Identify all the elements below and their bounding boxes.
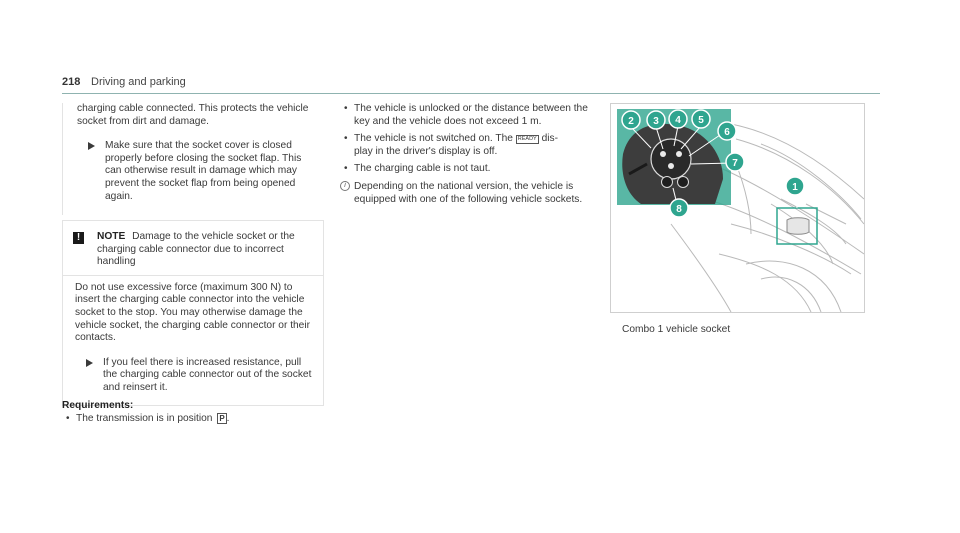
instruction-step [77,140,320,203]
instruction-block [62,103,320,215]
list-item [340,163,598,176]
info-note [340,181,598,206]
bullet-icon: • [344,103,348,114]
bullet-text-end-b: play in the driver's display is off. [354,145,498,157]
requirement-item [62,413,322,426]
bullet-icon: • [344,163,348,175]
callout-6: 6 [724,127,730,138]
requirements [62,400,322,425]
note-label: NOTE [97,231,126,242]
step-text: Make sure that the socket cover is closed properly before closing the socket flap. This can otherwise result in damage which may prevent the socket flap from being opened again. [105,140,302,202]
page-number: 218 [62,76,81,88]
warning-icon: ! [73,232,84,244]
bullet-text: The vehicle is unlocked or the distance between the key and the vehicle does not exceed 1 m. [354,103,588,127]
socket-illustration [610,103,865,313]
list-item [340,133,598,158]
intro-text: charging cable connected. This protects the vehicle socket from dirt and damage. [77,103,309,127]
bullet-icon: • [66,412,70,424]
note-step [75,357,315,395]
note-title: Damage to the vehicle socket or the charging cable connector due to incorrect handling [97,231,295,268]
bullet-text: The charging cable is not taut. [354,163,491,175]
requirement-text: The transmission is in position [76,412,213,424]
bullet-icon: • [344,133,348,145]
callout-4: 4 [675,115,681,126]
callout-2: 2 [628,116,634,127]
middle-column [340,103,598,206]
car-socket-drawing [611,104,864,312]
left-column [62,103,320,215]
callout-5: 5 [698,115,704,126]
requirements-title: Requirements: [62,400,134,411]
section-title: Driving and parking [91,76,186,88]
info-icon: i [340,181,350,191]
ready-indicator-icon: READY [517,136,537,143]
requirement-end: . [226,412,230,424]
park-position-icon: P [219,413,225,423]
callout-8: 8 [676,204,682,215]
note-header [63,221,323,275]
step-arrow-icon [88,142,95,150]
note-body [63,275,323,405]
callout-1: 1 [792,182,798,193]
bullet-text: The vehicle is not switched on. The [354,133,513,145]
bullet-text-end-a: dis- [541,133,558,145]
callout-7: 7 [732,158,738,169]
info-text: Depending on the national version, the vehicle is equipped with one of the following vehicle sockets. [354,180,583,205]
note-text: Do not use excessive force (maximum 300 N) to insert the charging cable connector into the vehicle socket to the stop. You may otherwise damage the vehicle socket, the charging cable connector or their contacts. [75,281,311,344]
list-item [340,103,598,128]
note-step-text: If you feel there is increased resistance, pull the charging cable connector out of the socket and reinsert it. [103,356,312,393]
page-header [62,76,880,94]
callout-3: 3 [653,116,659,127]
note-box [62,220,324,406]
step-arrow-icon [86,359,93,367]
figure-caption: Combo 1 vehicle socket [622,324,731,335]
